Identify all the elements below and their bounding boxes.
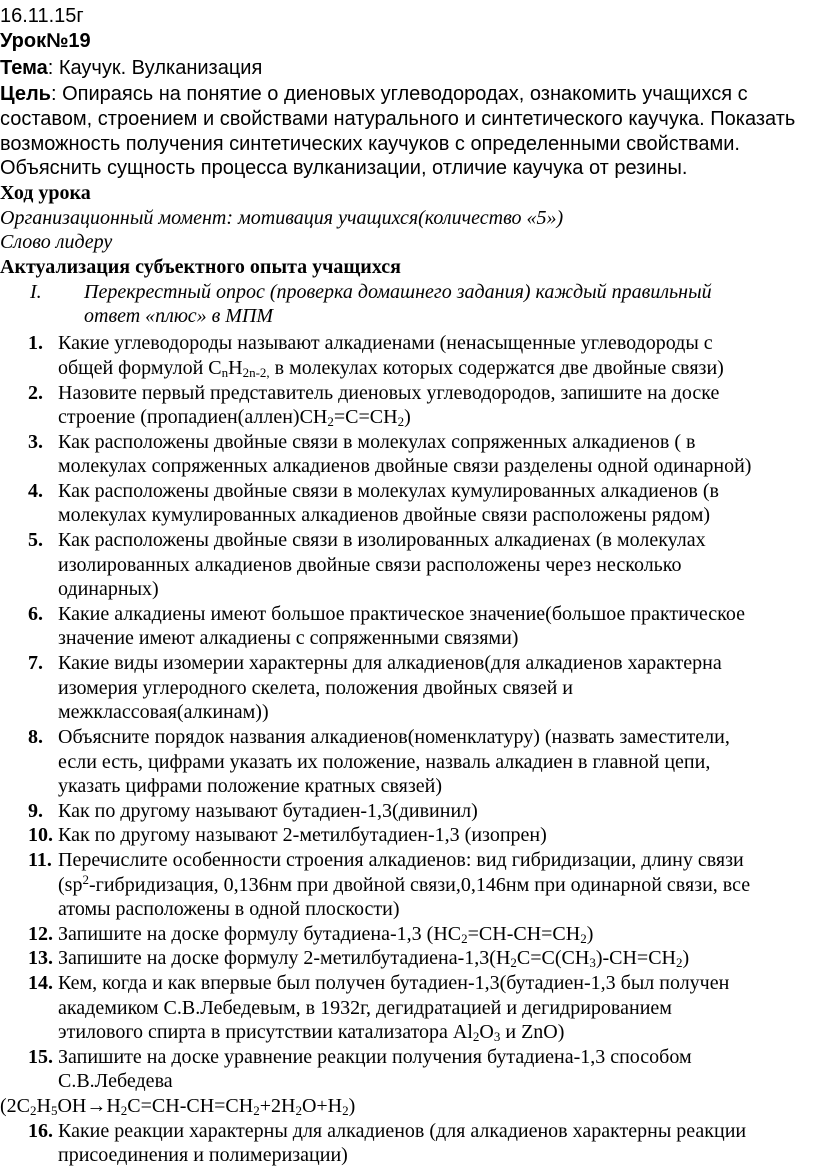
question-line: одинарных) [58, 578, 159, 600]
question-line: Как расположены двойные связи в молекулах сопряженных алкадиенов ( в [58, 431, 696, 453]
question-line: атомы расположены в одной плоскости) [58, 898, 400, 920]
question-number: 2. [28, 382, 43, 404]
question-number: 3. [28, 431, 43, 453]
question-number: 16. [28, 1120, 53, 1142]
goal-line-1 [0, 82, 748, 106]
question-number: 14. [28, 972, 53, 994]
roman-numeral: I. [30, 281, 42, 303]
question-number: 8. [28, 726, 43, 748]
course-heading: Ход урока [0, 182, 91, 204]
question-line: Как расположены двойные связи в изолированных алкадиенах (в молекулах [58, 529, 706, 551]
question-number: 5. [28, 529, 43, 551]
question-line: присоединения и полимеризации) [58, 1144, 348, 1166]
leader-word: Слово лидеру [0, 231, 113, 253]
question-line: Перечислите особенности строения алкадиенов: вид гибридизации, длину связи [58, 849, 744, 871]
roman-line-1: Перекрестный опрос (проверка домашнего задания) каждый правильный [84, 281, 712, 303]
question-line: академиком С.В.Лебедевым, в 1932г, дегидратацией и дегидрированием [58, 997, 672, 1019]
question-line: этилового спирта в присутствии катализатора $Al_2O_3$ и ZnO) [58, 1021, 565, 1044]
question-line: Запишите на доске формулу бутадиена-1,3 $(НС_2=СН-СН=СН_2)$ [58, 923, 594, 946]
lesson-number: Урок№19 [0, 30, 91, 52]
question-line: Какие углеводороды называют алкадиенами (ненасыщенные углеводороды с [58, 332, 713, 354]
question-line: указать цифрами положение кратных связей) [58, 775, 443, 797]
topic-line [0, 56, 262, 80]
question-line: Какие виды изомерии характерны для алкадиенов(для алкадиенов характерна [58, 652, 722, 674]
topic-label: Тема [0, 57, 48, 79]
org-moment: Организационный момент: мотивация учащихся(количество «5») [0, 207, 564, 229]
question-number: 1. [28, 332, 43, 354]
question-line: если есть, цифрами указать их положение, назваль алкадиен в главной цепи, [58, 751, 711, 773]
question-number: 6. [28, 603, 43, 625]
question-line: Назовите первый представитель диеновых углеводородов, запишите на доске [58, 382, 720, 404]
question-line: Кем, когда и как впервые был получен бутадиен-1,3(бутадиен-1,3 был получен [58, 972, 730, 994]
question-number: 7. [28, 652, 43, 674]
question-line: Какие алкадиены имеют большое практическое значение(большое практическое [58, 603, 745, 625]
question-line: Запишите на доске уравнение реакции получения бутадиена-1,3 способом [58, 1046, 692, 1068]
question-number: 15. [28, 1046, 53, 1068]
question-number: 13. [28, 947, 53, 969]
roman-line-2: ответ «плюс» в МПМ [84, 305, 274, 327]
question-number: 9. [28, 800, 43, 822]
question-number: 4. [28, 480, 43, 502]
question-line: ($sp^2$-гибридизация, 0,136нм при двойной связи,0,146нм при одинарной связи, все [58, 872, 751, 896]
goal-line-4: Объяснить сущность процесса вулканизации, отличие каучука от резины. [0, 157, 688, 179]
actualization-heading: Актуализация субъектного опыта учащихся [0, 256, 401, 278]
question-line: Как расположены двойные связи в молекулах кумулированных алкадиенов (в [58, 480, 719, 502]
goal-line-3: возможность получения синтетических каучуков с определенными свойствами. [0, 133, 740, 155]
question-line: строение $(пропадиен(аллен)СН_2=С=СН_2)$ [58, 406, 411, 429]
question-line: Как по другому называют 2-метилбутадиен-1,3 (изопрен) [58, 824, 547, 846]
question-line: Объясните порядок названия алкадиенов(номенклатуру) (назвать заместители, [58, 726, 730, 748]
question-number: 12. [28, 923, 53, 945]
goal-text-1: : Опираясь на понятие о диеновых углеводородах, ознакомить учащихся с [50, 83, 748, 105]
question-number: 11. [28, 849, 52, 871]
question-line: Как по другому называют бутадиен-1,3(дивинил) [58, 800, 478, 822]
question-line: общей формулой $С_nН_{2n-2,}$ в молекулах которых содержатся две двойные связи) [58, 357, 724, 380]
question-line: молекулах кумулированных алкадиенов двойные связи расположены рядом) [58, 504, 711, 526]
lesson-date: 16.11.15г [0, 5, 84, 27]
question-number: 10. [28, 824, 53, 846]
reaction-equation: $(2C_2H_5OH\to H_2C=CH-CH=CH_2+2H_2O+H_2)$ [0, 1095, 356, 1118]
question-line: С.В.Лебедева [58, 1070, 173, 1092]
question-line: молекулах сопряженных алкадиенов двойные связи разделены одной одинарной) [58, 455, 752, 477]
question-line: изомерия углеродного скелета, положения двойных связей и [58, 677, 574, 699]
goal-label: Цель [0, 83, 51, 105]
question-line: значение имеют алкадиены с сопряженными связями) [58, 627, 519, 649]
question-line: межклассовая(алкинам)) [58, 701, 269, 723]
question-line: изолированных алкадиенов двойные связи расположены через несколько [58, 554, 682, 576]
question-line: Запишите на доске формулу $2-метилбутадиена-1,3(Н_2С=С(СН_3)-СН=СН_2)$ [58, 947, 690, 970]
topic-text: : Каучук. Вулканизация [47, 57, 263, 79]
goal-line-2: составом, строением и свойствами натурального и синтетического каучука. Показать [0, 108, 796, 130]
question-line: Какие реакции характерны для алкадиенов (для алкадиенов характерны реакции [58, 1120, 747, 1142]
